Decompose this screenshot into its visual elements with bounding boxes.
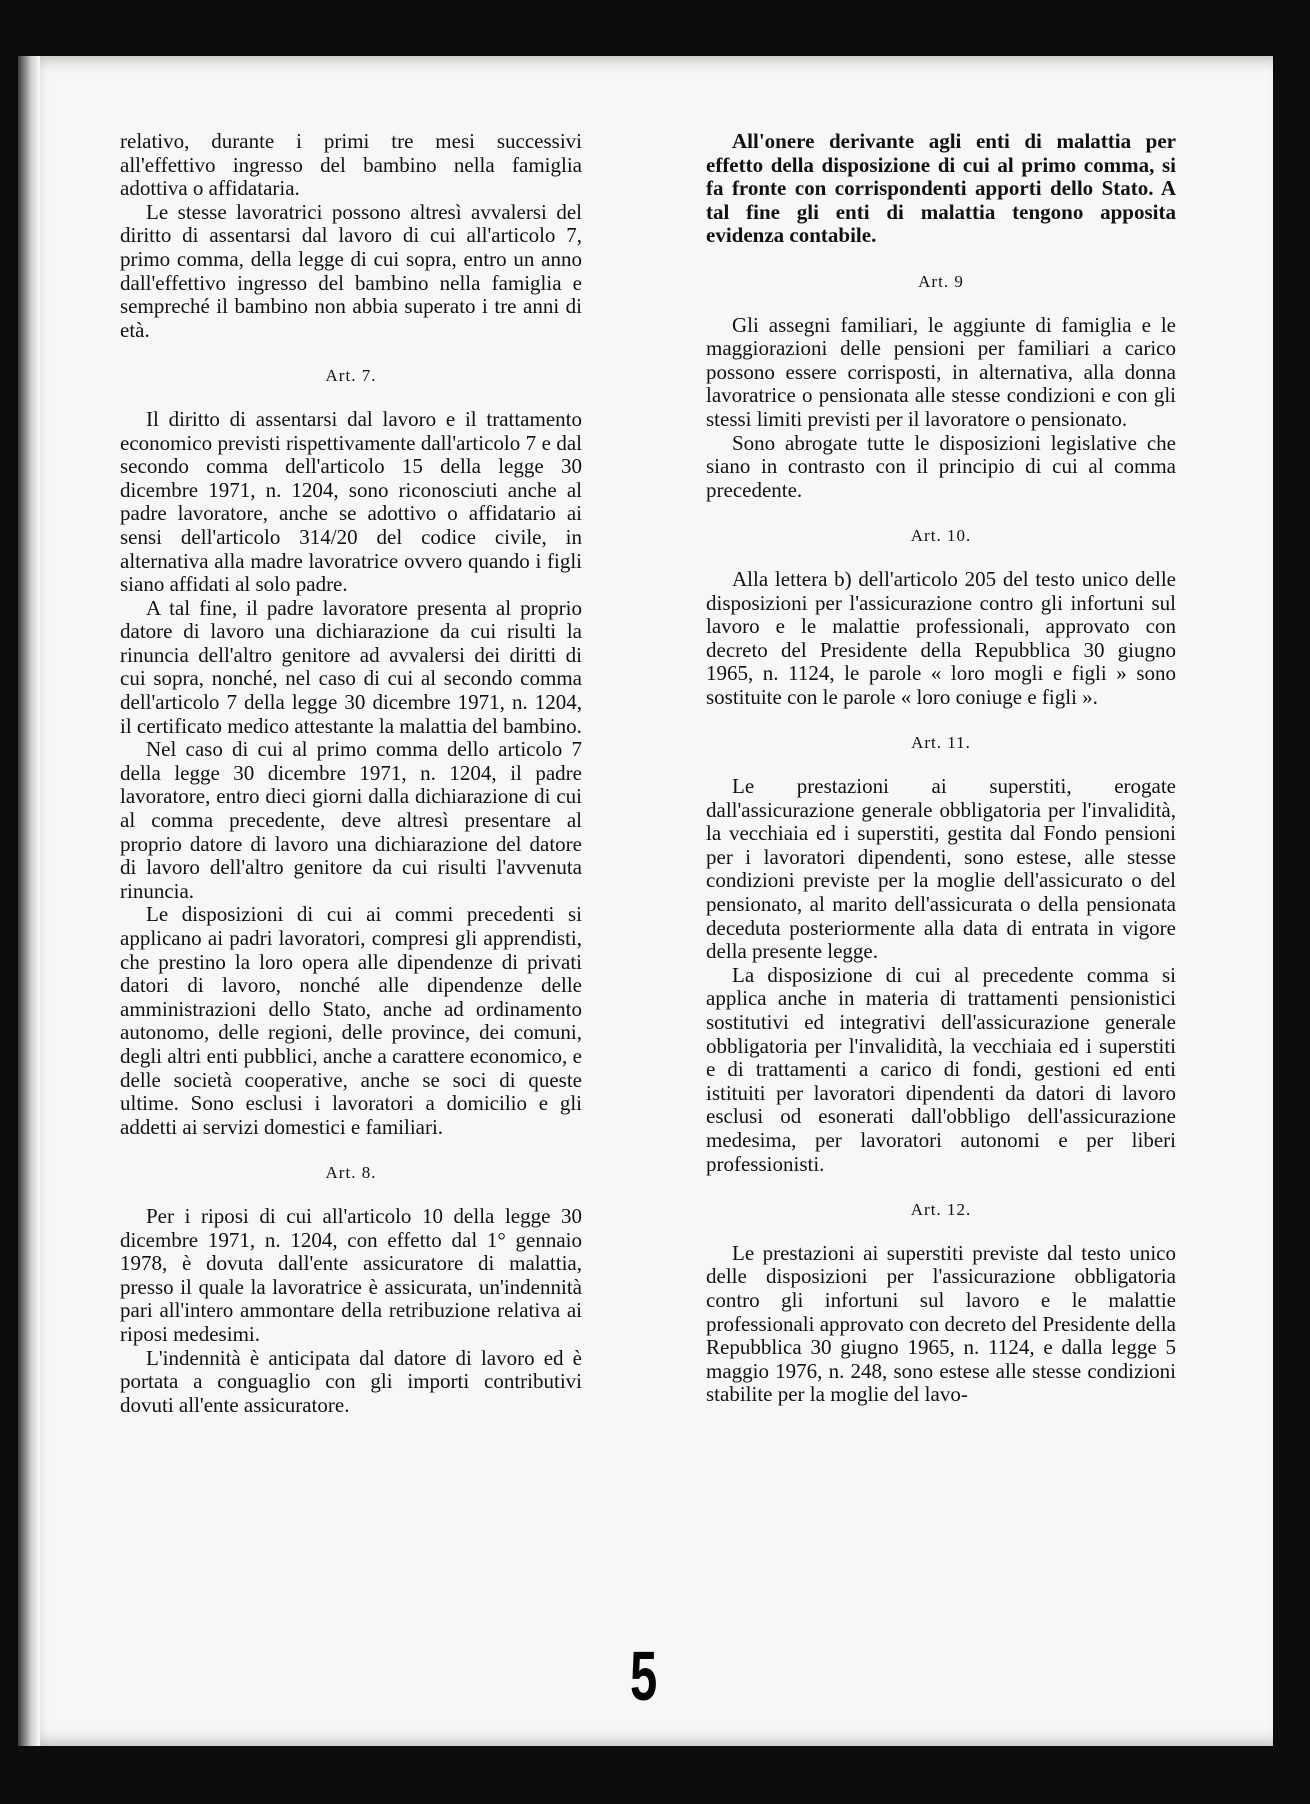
page-binding-edge	[18, 56, 40, 1746]
article-heading-7: Art. 7.	[325, 366, 377, 386]
right-column	[706, 130, 1176, 1407]
paragraph: Alla lettera b) dell'articolo 205 del testo unico delle disposizioni per l'assicurazione contro gli infortuni sul lavoro e le malattie professionali, approvato con decreto del Presidente della Repubblica 30 giugno 1965, n. 1124, le parole « loro mogli e figli » sono sostituite con le parole « loro coniuge e figli ».	[706, 566, 1176, 709]
article-heading-11: Art. 11.	[911, 733, 971, 753]
paragraph: Le prestazioni ai superstiti, erogate dall'assicurazione generale obbligatoria per l'invalidità, la vecchiaia ed i superstiti, gestita dal Fondo pensioni per i lavoratori dipendenti, sono estese, alle stesse condizioni previste per la moglie dell'assicurato o del pensionato, al marito dell'assicurata o della pensionata deceduta posteriormente alla data di entrata in vigore della presente legge.	[706, 774, 1176, 964]
page-number: 5	[630, 1637, 658, 1715]
article-heading-8: Art. 8.	[325, 1163, 377, 1183]
paragraph: Per i riposi di cui all'articolo 10 della legge 30 dicembre 1971, n. 1204, con effetto dal 1° gennaio 1978, è dovuta dall'ente assicuratore di malattia, presso il quale la lavoratrice è assicurata, un'indennità pari all'intero ammontare della retribuzione relativa ai riposi medesimi.	[120, 1203, 582, 1346]
paragraph: A tal fine, il padre lavoratore presenta al proprio datore di lavoro una dichiarazione da cui risulti la rinuncia dell'altro genitore ad avvalersi dei diritti di cui sopra, nonché, nel caso di cui al secondo comma dell'articolo 7 della legge 30 dicembre 1971, n. 1204, il certificato medico attestante la malattia del bambino.	[120, 595, 582, 738]
paragraph: relativo, durante i primi tre mesi successivi all'effettivo ingresso del bambino nella famiglia adottiva o affidataria.	[120, 129, 582, 201]
paragraph: Le stesse lavoratrici possono altresì avvalersi del diritto di assentarsi dal lavoro di cui all'articolo 7, primo comma, della legge di cui sopra, entro un anno dall'effettivo ingresso del bambino nella famiglia e sempreché il bambino non abbia superato i tre anni di età.	[120, 199, 582, 342]
article-heading-10: Art. 10.	[910, 526, 972, 546]
paragraph: Le prestazioni ai superstiti previste dal testo unico delle disposizioni per l'assicurazione obbligatoria contro gli infortuni sul lavoro e le malattie professionali approvato con decreto del Presidente della Repubblica 30 giugno 1965, n. 1124, e dalla legge 5 maggio 1976, n. 248, sono estese alle stesse condizioni stabilite per la moglie del lavo-	[706, 1240, 1176, 1407]
paragraph: Sono abrogate tutte le disposizioni legislative che siano in contrasto con il principio di cui al comma precedente.	[706, 430, 1176, 502]
paragraph: All'onere derivante agli enti di malattia per effetto della disposizione di cui al primo comma, si fa fronte con corrispondenti apporti dello Stato. A tal fine gli enti di malattia tengono apposita evidenza contabile.	[706, 129, 1176, 248]
paragraph: Gli assegni familiari, le aggiunte di famiglia e le maggiorazioni delle pensioni per familiari a carico possono essere corrisposti, in alternativa, alla donna lavoratrice o pensionata alle stesse condizioni e con gli stessi limiti previsti per il lavoratore o pensionato.	[706, 312, 1176, 431]
paragraph: Le disposizioni di cui ai commi precedenti si applicano ai padri lavoratori, compresi gli apprendisti, che prestino la loro opera alle dipendenze di privati datori di lavoro, nonché alle dipendenze delle amministrazioni dello Stato, anche ad ordinamento autonomo, delle regioni, delle province, dei comuni, degli altri enti pubblici, anche a carattere economico, e delle società cooperative, anche se soci di queste ultime. Sono esclusi i lavoratori a domicilio e gli addetti ai servizi domestici e familiari.	[120, 902, 582, 1139]
left-column	[120, 130, 582, 1417]
document-page	[18, 56, 1273, 1746]
paragraph: Il diritto di assentarsi dal lavoro e il trattamento economico previsti rispettivamente dall'articolo 7 e dal secondo comma dell'articolo 15 della legge 30 dicembre 1971, n. 1204, sono riconosciuti anche al padre lavoratore, anche se adottivo o affidatario ai sensi dell'articolo 314/20 del codice civile, in alternativa alla madre lavoratrice ovvero quando i figli siano affidati al solo padre.	[120, 406, 582, 597]
paragraph: La disposizione di cui al precedente comma si applica anche in materia di trattamenti pensionistici sostitutivi ed integrativi dell'assicurazione generale obbligatoria per l'invalidità, la vecchiaia ed i superstiti e di trattamenti a carico di fondi, gestioni ed enti istituiti per lavoratori dipendenti da datori di lavoro esclusi od esonerati dall'obbligo dell'assicurazione medesima, per lavoratori autonomi e per liberi professionisti.	[706, 962, 1176, 1176]
paragraph: L'indennità è anticipata dal datore di lavoro ed è portata a conguaglio con gli importi contributivi dovuti all'ente assicuratore.	[120, 1345, 582, 1417]
article-heading-12: Art. 12.	[910, 1200, 972, 1220]
paragraph: Nel caso di cui al primo comma dello articolo 7 della legge 30 dicembre 1971, n. 1204, il padre lavoratore, entro dieci giorni dalla dichiarazione di cui al comma precedente, deve altresì presentare al proprio datore di lavoro una dichiarazione del datore di lavoro dell'altro genitore da cui risulti l'avvenuta rinuncia.	[120, 737, 582, 903]
article-heading-9: Art. 9	[918, 271, 964, 291]
